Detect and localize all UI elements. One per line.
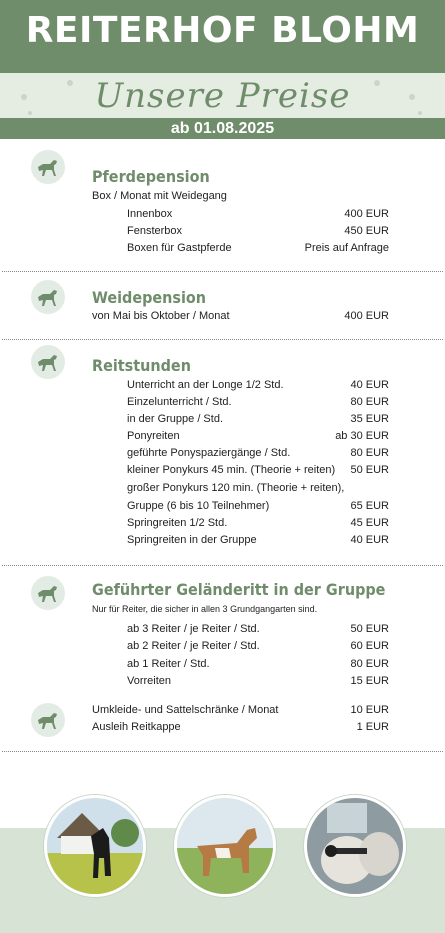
divider — [2, 271, 443, 272]
section-title-pferdepension: Pferdepension — [92, 167, 210, 186]
horse-icon — [31, 150, 65, 184]
price-label: Ponyreiten — [127, 430, 180, 442]
section-title-weidepension: Weidepension — [92, 288, 207, 307]
price-label: geführte Ponyspaziergänge / Std. — [127, 447, 291, 459]
section-title-reitstunden: Reitstunden — [92, 356, 191, 375]
price-label: Fensterbox — [127, 225, 183, 237]
price-value: 80 EUR — [350, 396, 389, 408]
price-label: Springreiten in der Gruppe — [127, 534, 257, 546]
horse-icon — [31, 576, 65, 610]
price-value: 45 EUR — [350, 517, 389, 529]
price-label: ab 1 Reiter / Std. — [127, 658, 210, 670]
horse-icon — [31, 703, 65, 737]
price-value: 400 EUR — [344, 310, 389, 322]
price-label: Umkleide- und Sattelschränke / Monat — [92, 704, 279, 716]
divider — [2, 751, 443, 752]
price-value: 65 EUR — [350, 500, 389, 512]
price-label: ab 3 Reiter / je Reiter / Std. — [127, 623, 260, 635]
price-value: 1 EUR — [356, 721, 389, 733]
price-label: Ausleih Reitkappe — [92, 721, 181, 733]
horse-icon — [31, 280, 65, 314]
date-band: ab 01.08.2025 — [0, 118, 445, 139]
price-value: 40 EUR — [350, 534, 389, 546]
horse-icon — [31, 345, 65, 379]
price-label: Innenbox — [127, 208, 173, 220]
section-note: Nur für Reiter, die sicher in allen 3 Grundgangarten sind. — [92, 604, 318, 614]
price-label: Einzelunterricht / Std. — [127, 396, 232, 408]
price-value: 450 EUR — [344, 225, 389, 237]
section-title-gelaenderitt: Geführter Geländeritt in der Gruppe — [92, 580, 386, 599]
price-value: 50 EUR — [350, 464, 389, 476]
price-label: kleiner Ponykurs 45 min. (Theorie + reiten) — [127, 464, 336, 476]
subtitle-script: Unsere Preise — [94, 76, 351, 116]
price-label: großer Ponykurs 120 min. (Theorie + reiten), — [127, 482, 345, 494]
price-label: Vorreiten — [127, 675, 172, 687]
price-value: 50 EUR — [350, 623, 389, 635]
price-label: Unterricht an der Longe 1/2 Std. — [127, 379, 284, 391]
price-label: Boxen für Gastpferde — [127, 242, 232, 254]
price-value: 80 EUR — [350, 658, 389, 670]
price-value: Preis auf Anfrage — [304, 242, 389, 254]
photo-pony — [174, 795, 276, 897]
price-value: 40 EUR — [350, 379, 389, 391]
price-value: 80 EUR — [350, 447, 389, 459]
photo-black-horse — [44, 795, 146, 897]
price-label: in der Gruppe / Std. — [127, 413, 223, 425]
price-value: ab 30 EUR — [335, 430, 389, 442]
price-value: 10 EUR — [350, 704, 389, 716]
price-label: Springreiten 1/2 Std. — [127, 517, 228, 529]
page-title: REITERHOF BLOHM — [25, 10, 420, 51]
price-value: 400 EUR — [344, 208, 389, 220]
divider — [2, 339, 443, 340]
price-value: 15 EUR — [350, 675, 389, 687]
price-label: ab 2 Reiter / je Reiter / Std. — [127, 640, 260, 652]
divider — [2, 565, 443, 566]
price-label: von Mai bis Oktober / Monat — [92, 310, 230, 322]
photo-white-horses — [304, 795, 406, 897]
price-value: 60 EUR — [350, 640, 389, 652]
price-label: Gruppe (6 bis 10 Teilnehmer) — [127, 500, 270, 512]
price-value: 35 EUR — [350, 413, 389, 425]
intro-label: Box / Monat mit Weidegang — [92, 190, 227, 202]
